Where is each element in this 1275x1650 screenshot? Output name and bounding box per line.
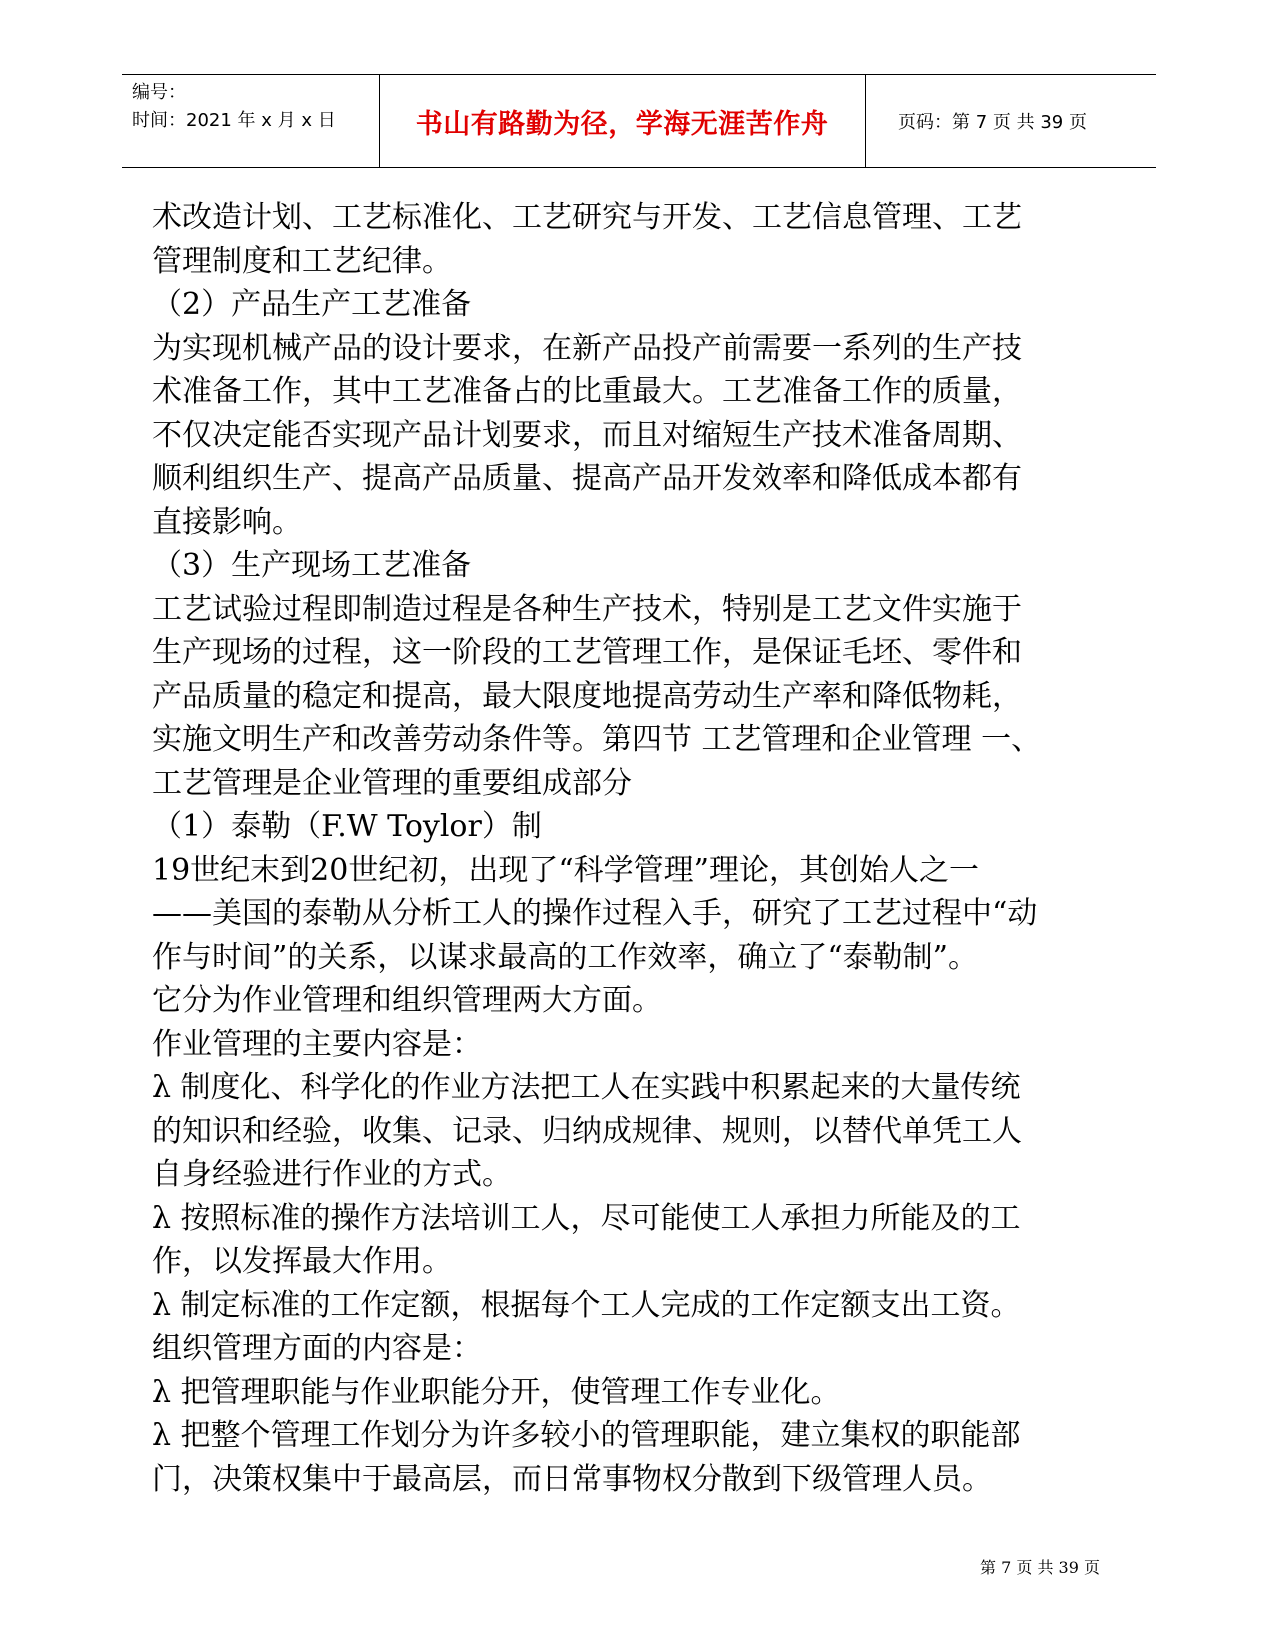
body-line: 不仅决定能否实现产品计划要求，而且对缩短生产技术准备周期、: [152, 417, 1022, 453]
body-line: 它分为作业管理和组织管理两大方面。: [152, 983, 662, 1018]
body-line: 自身经验进行作业的方式。: [152, 1157, 512, 1192]
document-body: [152, 196, 1142, 1501]
header-divider: [865, 75, 866, 167]
header-divider: [379, 75, 380, 167]
body-line: 为实现机械产品的设计要求，在新产品投产前需要一系列的生产技: [152, 330, 1022, 366]
time-label: 时间：2021 年 x 月 x 日: [132, 110, 336, 131]
body-line: 实施文明生产和改善劳动条件等。第四节 工艺管理和企业管理 一、: [152, 722, 1042, 757]
body-line: 术改造计划、工艺标准化、工艺研究与开发、工艺信息管理、工艺: [152, 200, 1022, 235]
body-line: 产品质量的稳定和提高，最大限度地提高劳动生产率和降低物耗，: [152, 678, 1022, 714]
body-line: 直接影响。: [152, 504, 302, 540]
body-line: λ 把整个管理工作划分为许多较小的管理职能，建立集权的职能部: [152, 1418, 1021, 1453]
body-line: 工艺管理是企业管理的重要组成部分: [152, 765, 632, 801]
body-line: 生产现场的过程，这一阶段的工艺管理工作，是保证毛坯、零件和: [152, 635, 1022, 670]
body-line: λ 制定标准的工作定额，根据每个工人完成的工作定额支出工资。: [152, 1287, 1021, 1323]
body-line: （3）生产现场工艺准备: [152, 548, 472, 583]
body-line: λ 把管理职能与作业职能分开，使管理工作专业化。: [152, 1374, 841, 1410]
number-label: 编号：: [132, 82, 186, 103]
body-line: 组织管理方面的内容是：: [152, 1331, 482, 1366]
body-line: λ 制度化、科学化的作业方法把工人在实践中积累起来的大量传统: [152, 1070, 1021, 1105]
body-line: 术准备工作，其中工艺准备占的比重最大。工艺准备工作的质量，: [152, 374, 1022, 409]
body-line: 的知识和经验，收集、记录、归纳成规律、规则，以替代单凭工人: [152, 1113, 1022, 1149]
body-line: （2）产品生产工艺准备: [152, 287, 472, 322]
header-info: [132, 79, 372, 135]
body-line: 作与时间”的关系，以谋求最高的工作效率，确立了“泰勒制”。: [152, 939, 979, 975]
body-line: 管理制度和工艺纪律。: [152, 243, 452, 279]
body-line: 顺利组织生产、提高产品质量、提高产品开发效率和降低成本都有: [152, 461, 1022, 496]
body-line: ——美国的泰勒从分析工人的操作过程入手，研究了工艺过程中“动: [152, 896, 1038, 931]
page-footer: 第 7 页 共 39 页: [980, 1558, 1100, 1577]
body-line: 作业管理的主要内容是：: [152, 1026, 482, 1062]
body-line: 门，决策权集中于最高层，而日常事物权分散到下级管理人员。: [152, 1461, 992, 1497]
body-line: 19世纪末到20世纪初，出现了“科学管理”理论，其创始人之一: [152, 852, 980, 888]
body-line: 工艺试验过程即制造过程是各种生产技术，特别是工艺文件实施于: [152, 591, 1022, 627]
body-line: （1）泰勒（F.W Toylor）制: [152, 809, 542, 844]
body-line: 作，以发挥最大作用。: [152, 1244, 452, 1279]
body-line: λ 按照标准的操作方法培训工人，尽可能使工人承担力所能及的工: [152, 1200, 1021, 1236]
page-header: [122, 74, 1156, 168]
header-page-label: 页码：第 7 页 共 39 页: [898, 112, 1087, 133]
header-motto: 书山有路勤为径，学海无涯苦作舟: [415, 108, 829, 140]
